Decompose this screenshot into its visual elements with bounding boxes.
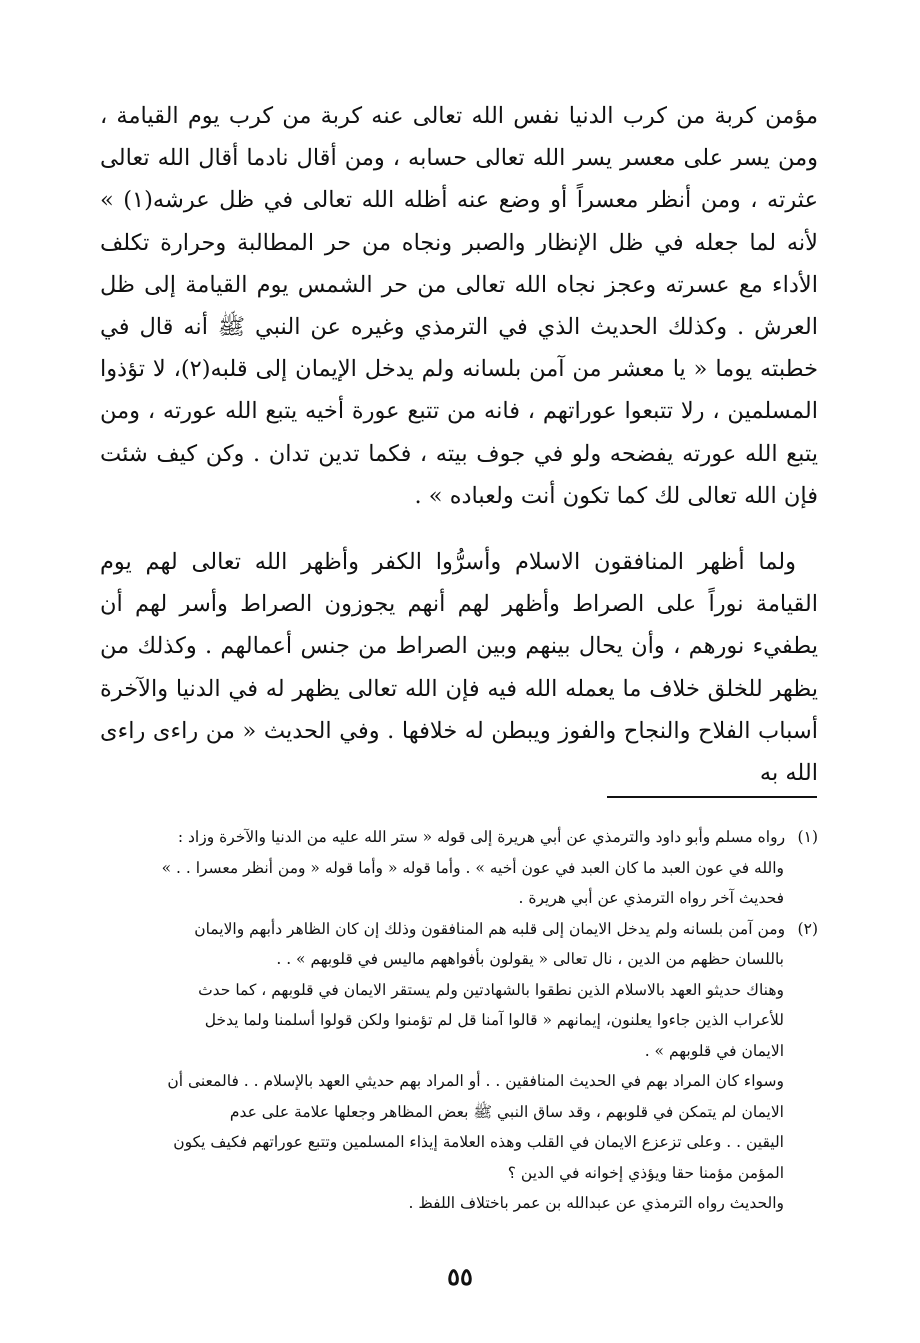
footnote-line: الايمان لم يتمكن في قلوبهم ، وقد ساق النبي ﷺ بعض المظاهر وجعلها علامة على عدم bbox=[229, 1102, 784, 1121]
footnote-line: للأعراب الذين جاءوا يعلنون، إيمانهم « قالوا آمنا قل لم تؤمنوا ولكن قولوا أسلمنا ولما يدخل bbox=[204, 1011, 784, 1029]
footnote-line: اليقين . . وعلى تزعزع الايمان في القلب وهذه العلامة إيذاء المسلمين وتتبع عوراتهم فكيف يكون bbox=[173, 1133, 784, 1151]
footnote-line: الايمان في قلوبهم » . bbox=[644, 1041, 784, 1060]
text-line: رلا تتبعوا عوراتهم ، فانه من تتبع عورة أخيه يتبع الله عورته ، ومن يتبع الله bbox=[100, 398, 819, 467]
footnote-line: باللسان حظهم من الدين ، نال تعالى « يقولون بأفواههم ماليس في قلوبهم » . . bbox=[276, 950, 784, 968]
paragraph-2 bbox=[100, 541, 818, 794]
footnote-number: (١) bbox=[797, 828, 818, 846]
footnote-text: ومن آمن بلسانه ولم يدخل الايمان إلى قلبه هم المنافقون وذلك إن كان الظاهر دأبهم والايمان bbox=[194, 919, 786, 938]
footnote-line: وسواء كان المراد بهم في الحديث المنافقين . . أو المراد بهم حديثي العهد بالإسلام . . فالمعنى أن bbox=[167, 1072, 784, 1090]
footnote-line bbox=[100, 822, 818, 853]
footnote-line bbox=[100, 914, 818, 945]
footnote-line: والله في عون العبد ما كان العبد في عون أخيه » . وأما قوله « وأما قوله « ومن أنظر معسرا . . » bbox=[161, 858, 784, 877]
page-number: ٥٥ bbox=[447, 1262, 473, 1291]
text-line: تعالى لك كما تكون أنت ولعباده » . bbox=[414, 482, 737, 509]
footnote-number: (٢) bbox=[797, 919, 818, 938]
paragraph-1 bbox=[100, 95, 818, 517]
footnote-2 bbox=[100, 914, 818, 1219]
main-text bbox=[100, 95, 818, 794]
footnote-line: المؤمن مؤمنا حقا ويؤذي إخوانه في الدين ؟ bbox=[507, 1163, 784, 1182]
footnote-separator bbox=[607, 796, 817, 798]
text-line: « يا معشر من آمن بلسانه ولم يدخل الإيمان إلى قلبه(٢)، لا تؤذوا المسلمين ، bbox=[100, 356, 818, 425]
text-line: الفلاح والنجاح والفوز ويبطن له خلافها . وفي الحديث « من راءى راءى الله به bbox=[100, 717, 818, 787]
text-line: جعله في ظل الإنظار والصبر ونجاه من حر المطالبة وحرارة تكلف الأداء مع bbox=[100, 229, 818, 298]
text-line: نوراً على الصراط وأظهر لهم أنهم يجوزون الصراط وأسر لهم أن يطفيء bbox=[100, 591, 818, 660]
text-line: مؤمن كربة من كرب الدنيا نفس الله تعالى عنه كربة من كرب يوم القيامة ، bbox=[100, 103, 818, 129]
footnote-line: والحديث رواه الترمذي عن عبدالله بن عمر باختلاف اللفظ . bbox=[408, 1194, 784, 1212]
footnote-line: فحديث آخر رواه الترمذي عن أبي هريرة . bbox=[518, 889, 784, 907]
text-line: وكذلك الحديث الذي في الترمذي وغيره عن النبي ﷺ أنه قال في خطبته يوما bbox=[100, 314, 819, 383]
text-line: ومن يسر على معسر يسر الله تعالى حسابه ، ومن أقال نادما أقال الله تعالى bbox=[100, 145, 818, 172]
text-line: للخلق خلاف ما يعمله الله فيه فإن الله تعالى يظهر له في الدنيا والآخرة أسباب bbox=[100, 675, 818, 744]
footnote-text: رواه مسلم وأبو داود والترمذي عن أبي هريرة إلى قوله « ستر الله عليه من الدنيا والآخرة وزاد : bbox=[177, 828, 786, 846]
footnote-1 bbox=[100, 822, 818, 914]
text-line: ولما أظهر المنافقون الاسلام وأسرُّوا الكفر وأظهر الله تعالى لهم يوم القيامة bbox=[100, 549, 818, 618]
footnote-line: وهناك حديثو العهد بالاسلام الذين نطقوا بالشهادتين ولم يستقر الايمان في قلوبهم ، كما حدث bbox=[198, 980, 784, 999]
text-line: عسرته وعجز نجاه الله تعالى من حر الشمس يوم القيامة إلى ظل العرش . bbox=[100, 271, 818, 341]
text-line: نورهم ، وأن يحال بينهم وبين الصراط من جنس أعمالهم . وكذلك من يظهر bbox=[100, 633, 818, 702]
text-line: عورته يفضحه ولو في جوف بيته ، فكما تدين تدان . وكن كيف شئت فإن الله bbox=[100, 440, 818, 509]
text-line: عثرته ، ومن أنظر معسراً أو وضع عنه أظله الله تعالى في ظل عرشه(١) » لأنه لما bbox=[100, 187, 819, 256]
footnotes bbox=[100, 822, 818, 1219]
